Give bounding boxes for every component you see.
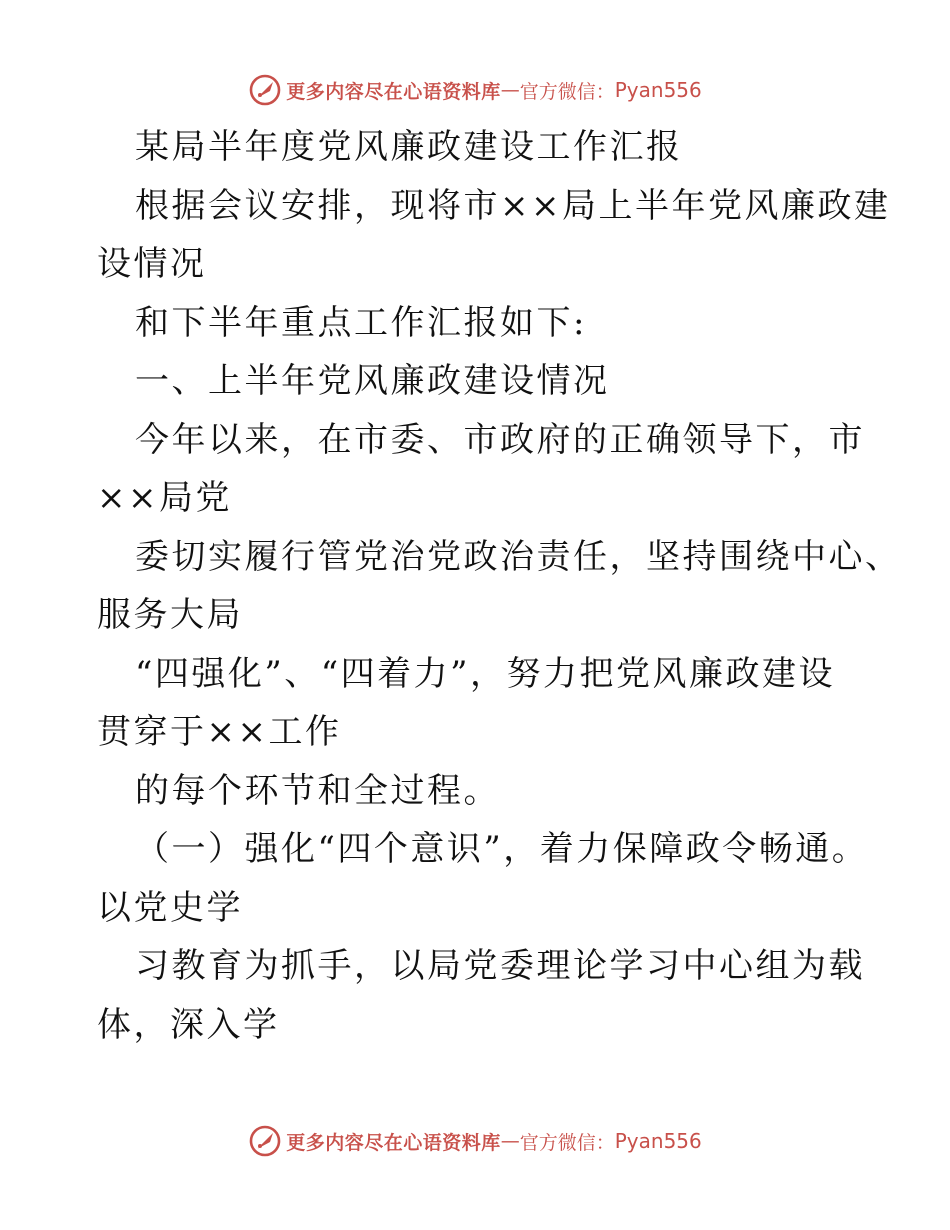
body-line: 贯穿于××工作 [97,712,342,752]
header-banner [0,70,950,110]
banner-text: 更多内容尽在心语资料库 [286,1131,501,1154]
footer-banner [0,1121,950,1161]
body-line: 设情况 [97,244,207,284]
body-line: （一）强化“四个意识”，着力保障政令畅通。 [135,829,869,869]
body-line: 某局半年度党风廉政建设工作汇报 [135,127,683,167]
body-line: 服务大局 [97,595,243,635]
banner-dash: — [500,1130,520,1152]
body-line: 的每个环节和全过程。 [135,770,500,811]
body-line: 一、上半年党风廉政建设情况 [135,361,610,401]
body-line: 根据会议安排，现将市××局上半年党风廉政建 [135,185,891,226]
body-line: ××局党 [97,478,232,518]
body-line: 体，深入学 [97,1004,280,1045]
banner-dash: — [500,79,520,101]
body-line: “四强化”、“四着力”，努力把党风廉政建设 [135,653,836,694]
body-line: 今年以来，在市委、市政府的正确领导下，市 [135,419,865,460]
banner-account: Pyan556 [614,1129,702,1153]
banner-account: Pyan556 [614,78,702,102]
banner-text: 更多内容尽在心语资料库 [286,80,501,103]
document-body [97,118,902,1054]
banner-label: 官方微信： [519,1131,615,1154]
body-line: 习教育为抓手，以局党委理论学习中心组为载 [135,946,865,986]
quill-logo-icon [248,1124,282,1158]
banner-label: 官方微信： [519,80,615,103]
body-line: 委切实履行管党治党政治责任，坚持围绕中心、 [135,536,902,577]
body-line: 以党史学 [97,887,243,928]
body-line: 和下半年重点工作汇报如下: [135,302,587,343]
quill-logo-icon [248,73,282,107]
